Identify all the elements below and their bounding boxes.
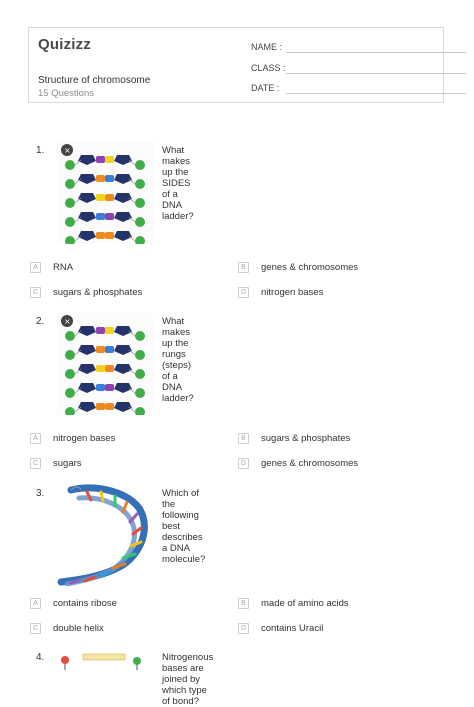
option-text: double helix — [53, 622, 104, 634]
option-a[interactable] — [30, 260, 73, 274]
option-b[interactable] — [238, 260, 358, 274]
option-c[interactable] — [30, 621, 104, 635]
option-text: sugars & phosphates — [261, 432, 351, 444]
name-field[interactable] — [286, 52, 466, 53]
option-text: RNA — [53, 261, 74, 273]
option-b[interactable] — [238, 596, 349, 610]
class-field[interactable] — [286, 73, 466, 74]
question-number: 3. — [36, 488, 45, 499]
option-letter: D — [238, 458, 249, 469]
option-b[interactable] — [238, 431, 350, 445]
question-text: Nitrogenous bases are joined by which type of bond? — [162, 652, 214, 707]
option-letter: A — [30, 262, 41, 273]
option-a[interactable] — [30, 431, 115, 445]
option-d[interactable] — [238, 285, 323, 299]
option-c[interactable] — [30, 456, 82, 470]
class-label: CLASS : — [251, 63, 286, 73]
question-count: 15 Questions — [38, 88, 94, 99]
dna-helix-image — [57, 484, 153, 586]
date-label: DATE : — [251, 83, 280, 93]
option-text: contains Uracil — [261, 622, 324, 634]
option-a[interactable] — [30, 596, 117, 610]
name-label: NAME : — [251, 42, 283, 52]
option-letter: C — [30, 458, 41, 469]
option-c[interactable] — [30, 285, 142, 299]
dna-bond-image — [57, 652, 153, 670]
dna-ladder-image — [57, 313, 153, 415]
option-letter: B — [238, 262, 249, 273]
option-text: contains ribose — [53, 597, 117, 609]
svg-text:×: × — [64, 317, 71, 326]
option-text: sugars & phosphates — [53, 286, 143, 298]
option-text: sugars — [53, 457, 82, 469]
date-field[interactable] — [286, 93, 466, 94]
option-text: genes & chromosomes — [261, 261, 359, 273]
option-letter: C — [30, 287, 41, 298]
question-number: 2. — [36, 316, 45, 327]
option-text: genes & chromosomes — [261, 457, 359, 469]
svg-text:×: × — [64, 146, 71, 155]
quizizz-logo: Quizizz — [38, 36, 92, 53]
option-letter: B — [238, 598, 249, 609]
question-number: 1. — [36, 145, 45, 156]
option-text: made of amino acids — [261, 597, 349, 609]
option-letter: D — [238, 623, 249, 634]
option-text: nitrogen bases — [53, 432, 116, 444]
option-letter: C — [30, 623, 41, 634]
option-letter: A — [30, 598, 41, 609]
option-d[interactable] — [238, 456, 358, 470]
question-text: Which of the following best describes a DNA molecule? — [162, 488, 206, 565]
worksheet-title: Structure of chromosome — [38, 75, 151, 86]
question-text: What makes up the rungs (steps) of a DNA ladder? — [162, 316, 194, 404]
option-letter: B — [238, 433, 249, 444]
question-number: 4. — [36, 652, 45, 663]
option-d[interactable] — [238, 621, 323, 635]
question-text: What makes up the SIDES of a DNA ladder? — [162, 145, 194, 222]
option-letter: D — [238, 287, 249, 298]
option-text: nitrogen bases — [261, 286, 324, 298]
worksheet-header — [28, 27, 444, 103]
option-letter: A — [30, 433, 41, 444]
dna-ladder-image — [57, 142, 153, 244]
